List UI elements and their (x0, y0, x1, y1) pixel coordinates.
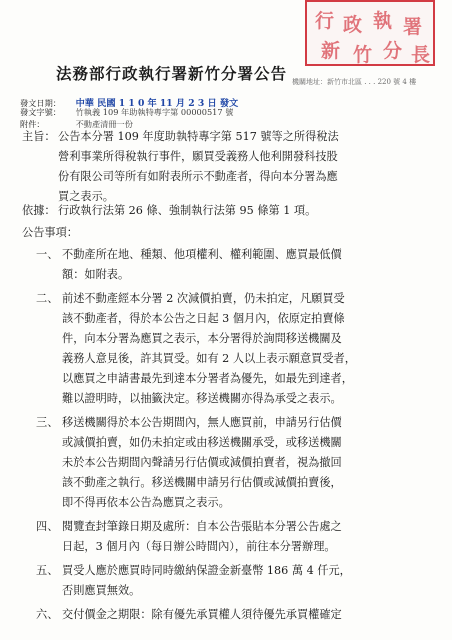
document-title: 法務部行政執行署新竹分署公告 (56, 64, 288, 83)
attachment-label: 附件： (20, 119, 45, 129)
item-number: 五、 (36, 564, 59, 577)
agency-address: 機關地址：新竹市北區 . . . 220 號 4 樓 (292, 78, 417, 86)
item-line: 難以證明時，以抽籤決定。移送機關亦得為承受之表示。 (62, 392, 342, 405)
subject-line: 買之表示。 (58, 190, 114, 203)
item-number: 一、 (36, 248, 59, 261)
document-number-label: 發文字號： (20, 107, 61, 117)
subject-line: 份有限公司等所有如附表所示不動產者，得向本分署為應 (58, 170, 338, 183)
item-number: 二、 (36, 292, 59, 305)
item-line: 即不得再依本公告為應買之表示。 (62, 496, 230, 509)
announcement-items-label: 公告事項： (22, 226, 78, 239)
item-number: 六、 (36, 608, 59, 621)
legal-basis-text: 行政執行法第 26 條、強制執行法第 95 條第 1 項。 (58, 204, 317, 217)
subject-label: 主旨： (22, 130, 56, 143)
item-line: 不動產所在地、種類、他項權利、權利範圍、應買最低價 (62, 248, 342, 261)
item-number: 四、 (36, 520, 59, 533)
subject-line: 公告本分署 109 年度助執特專字第 517 號等之所得稅法 (58, 130, 339, 143)
issue-date-value: 中華 民國 1 1 0 年 11 月 2 3 日 發文 (75, 98, 239, 109)
item-line: 義務人意見後，許其買受。如有 2 人以上表示願意買受者， (62, 352, 356, 365)
item-line: 該不動產者，得於本公告之日起 3 個月內，依原定拍賣條 (62, 312, 345, 325)
document-number-row (20, 107, 233, 118)
item-line: 交付價金之期限：除有優先承買權人須待優先承買權確定 (62, 608, 342, 621)
item-line: 閱覽查封筆錄日期及處所：自本公告張貼本分署公告處之 (62, 520, 342, 533)
item-line: 買受人應於應買時同時繳納保證金新臺幣 186 萬 4 仟元， (62, 564, 351, 577)
official-seal-stamp: 行 政 執 署 新 竹 分 長 (305, 0, 435, 66)
subject-line: 營利事業所得稅執行事件，願買受義務人他利開發科技股 (58, 150, 338, 163)
issue-date-label: 發文日期： (20, 98, 61, 108)
item-number: 三、 (36, 416, 59, 429)
item-line: 以應買之申請書最先到達本分署者為優先，如最先到達者， (62, 372, 353, 385)
legal-basis-label: 依據： (22, 204, 56, 217)
item-line: 件，向本分署為應買之表示，本分署得於詢問移送機關及 (62, 332, 342, 345)
item-line: 移送機關得於本公告期間內，無人應買前，申請另行估價 (62, 416, 342, 429)
item-line: 或減價拍賣，如仍未拍定或由移送機關承受，或移送機關 (62, 436, 342, 449)
document-number-value: 竹執義 109 年助執特專字第 00000517 號 (75, 107, 234, 117)
item-line: 日起，3 個月內（每日辦公時間內），前往本分署辦理。 (62, 540, 336, 553)
item-line: 未於本公告期間內聲請另行估價或減價拍賣者，視為撤回 (62, 456, 342, 469)
item-line: 前述不動產經本分署 2 次減價拍賣，仍未拍定，凡願買受 (62, 292, 345, 305)
item-line: 該不動產之執行。移送機關申請另行估價或減價拍賣後， (62, 476, 342, 489)
item-line: 否則應買無效。 (62, 584, 141, 597)
attachment-value: 不動產清冊一份 (75, 119, 133, 129)
item-line: 額：如附表。 (62, 268, 130, 281)
